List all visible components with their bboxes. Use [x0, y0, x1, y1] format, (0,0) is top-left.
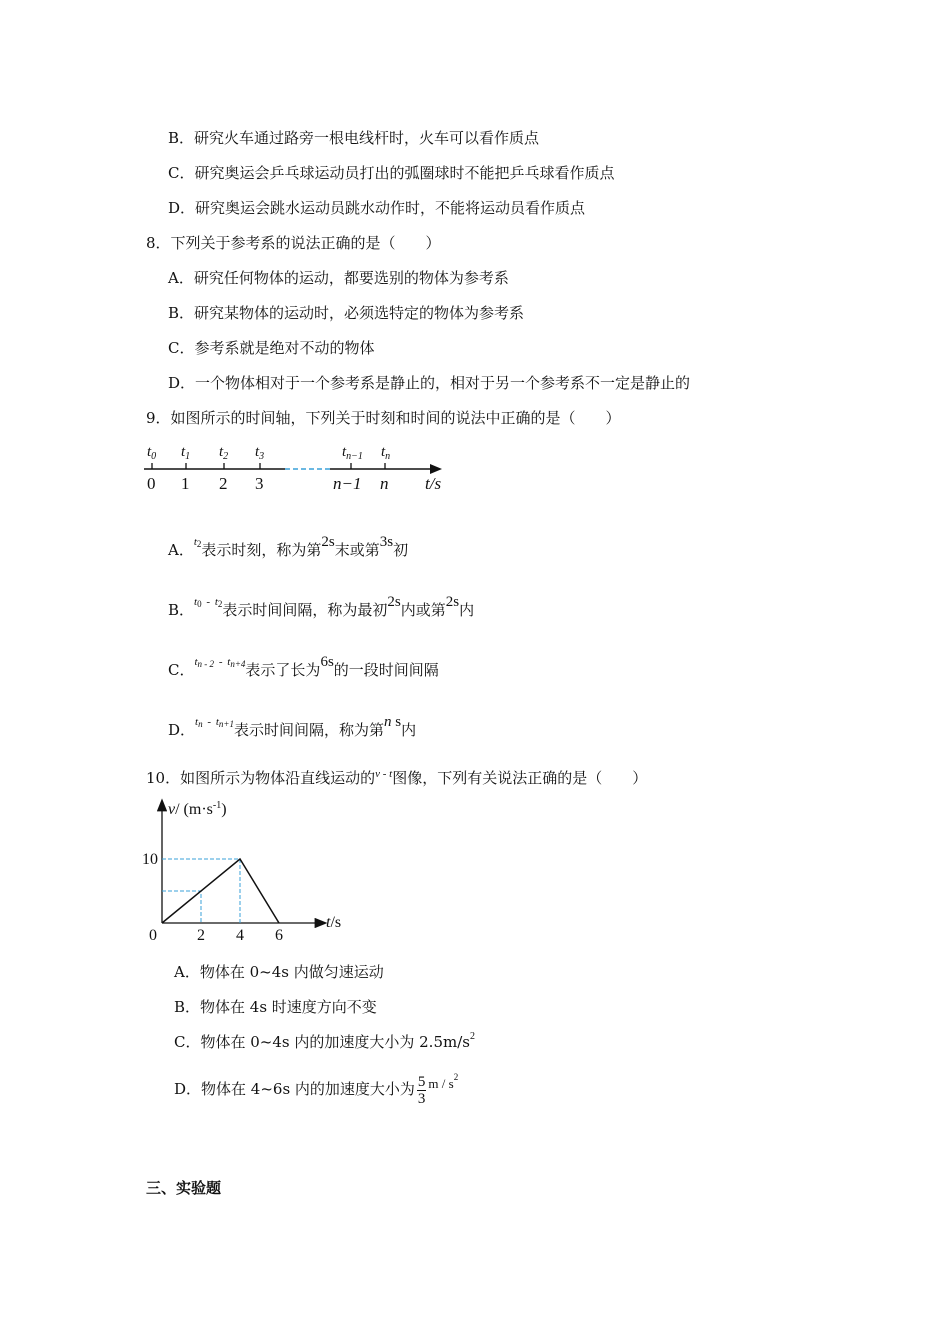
q8-option-a: A．研究任何物体的运动，都要选别的物体为参考系 — [168, 269, 509, 287]
axis-unit-label: t/s — [425, 474, 442, 493]
q9-option-b: B．$^{t0}$ - $^{t2}$表示时间间隔，称为最初2s内或第2s内 — [168, 594, 475, 619]
q8-option-c: C．参考系就是绝对不动的物体 — [168, 339, 375, 357]
q9-stem: 9．如图所示的时间轴，下列关于时刻和时间的说法中正确的是（ ） — [146, 409, 621, 427]
q9-time-axis — [140, 438, 460, 498]
q10-vt-chart — [140, 795, 360, 945]
q10-stem: 10．如图所示为物体沿直线运动的$^{v - t}$图像，下列有关说法正确的是（ ） — [146, 768, 648, 787]
velocity-series-line — [162, 859, 279, 923]
axis-bottom-label: 1 — [181, 474, 190, 493]
x-axis-label: t/s — [326, 914, 342, 931]
x-tick-label: 4 — [236, 927, 244, 944]
section-title: 三、实验题 — [146, 1179, 222, 1197]
axis-bottom-label: 2 — [219, 474, 228, 493]
x-tick-label: 0 — [149, 927, 157, 944]
axis-top-label: $t_0$ — [147, 444, 157, 462]
q8-stem: 8．下列关于参考系的说法正确的是（ ） — [146, 234, 441, 252]
q10-option-c: C．物体在 0~4s 内的加速度大小为 $2.5m/s^2$ — [174, 1031, 475, 1051]
q9-option-c: C．$^{tn - 2}$ - $^{tn+4}$表示了长为6s的一段时间间隔 — [168, 654, 439, 679]
axis-bottom-label: 3 — [255, 474, 264, 493]
y-tick-label: 10 — [142, 851, 158, 868]
x-tick-label: 6 — [275, 927, 283, 944]
axis-top-label: $t_1$ — [181, 444, 191, 462]
q8-option-b: B．研究某物体的运动时，必须选特定的物体为参考系 — [168, 304, 525, 322]
y-axis-label: v/ $(m\cdot s^{-1})$ — [168, 800, 227, 818]
fraction: $\frac{5}{3}$ — [417, 1073, 426, 1107]
q10-option-d: D．物体在 4~6s 内的加速度大小为 $\frac{5}{3}$ m / $s^2$ — [174, 1072, 459, 1107]
q8-option-d: D．一个物体相对于一个参考系是静止的，相对于另一个参考系不一定是静止的 — [168, 374, 691, 392]
axis-top-label: $t_3$ — [255, 444, 265, 462]
axis-top-label: $t_n$ — [381, 444, 391, 462]
q7-option-d: D．研究奥运会跳水运动员跳水动作时，不能将运动员看作质点 — [168, 199, 586, 217]
axis-bottom-label: 0 — [147, 474, 156, 493]
x-tick-label: 2 — [197, 927, 205, 944]
axis-bottom-label: n — [380, 474, 389, 493]
axis-top-label: $t_{n-1}$ — [342, 444, 363, 462]
q7-option-b: B．研究火车通过路旁一根电线杆时，火车可以看作质点 — [168, 129, 540, 147]
q10-option-a: A．物体在 0~4s 内做匀速运动 — [174, 963, 384, 981]
q9-option-a: A．$^{t2}$表示时刻，称为第2s末或第3s初 — [168, 534, 409, 559]
axis-bottom-label: n−1 — [333, 474, 362, 493]
q10-option-b: B．物体在 4s 时速度方向不变 — [174, 998, 377, 1016]
q9-option-d: D．$^{tn}$ - $^{tn+1}$表示时间间隔，称为第n s内 — [168, 714, 417, 739]
axis-top-label: $t_2$ — [219, 444, 229, 462]
q7-option-c: C．研究奥运会乒乓球运动员打出的弧圈球时不能把乒乓球看作质点 — [168, 164, 615, 182]
